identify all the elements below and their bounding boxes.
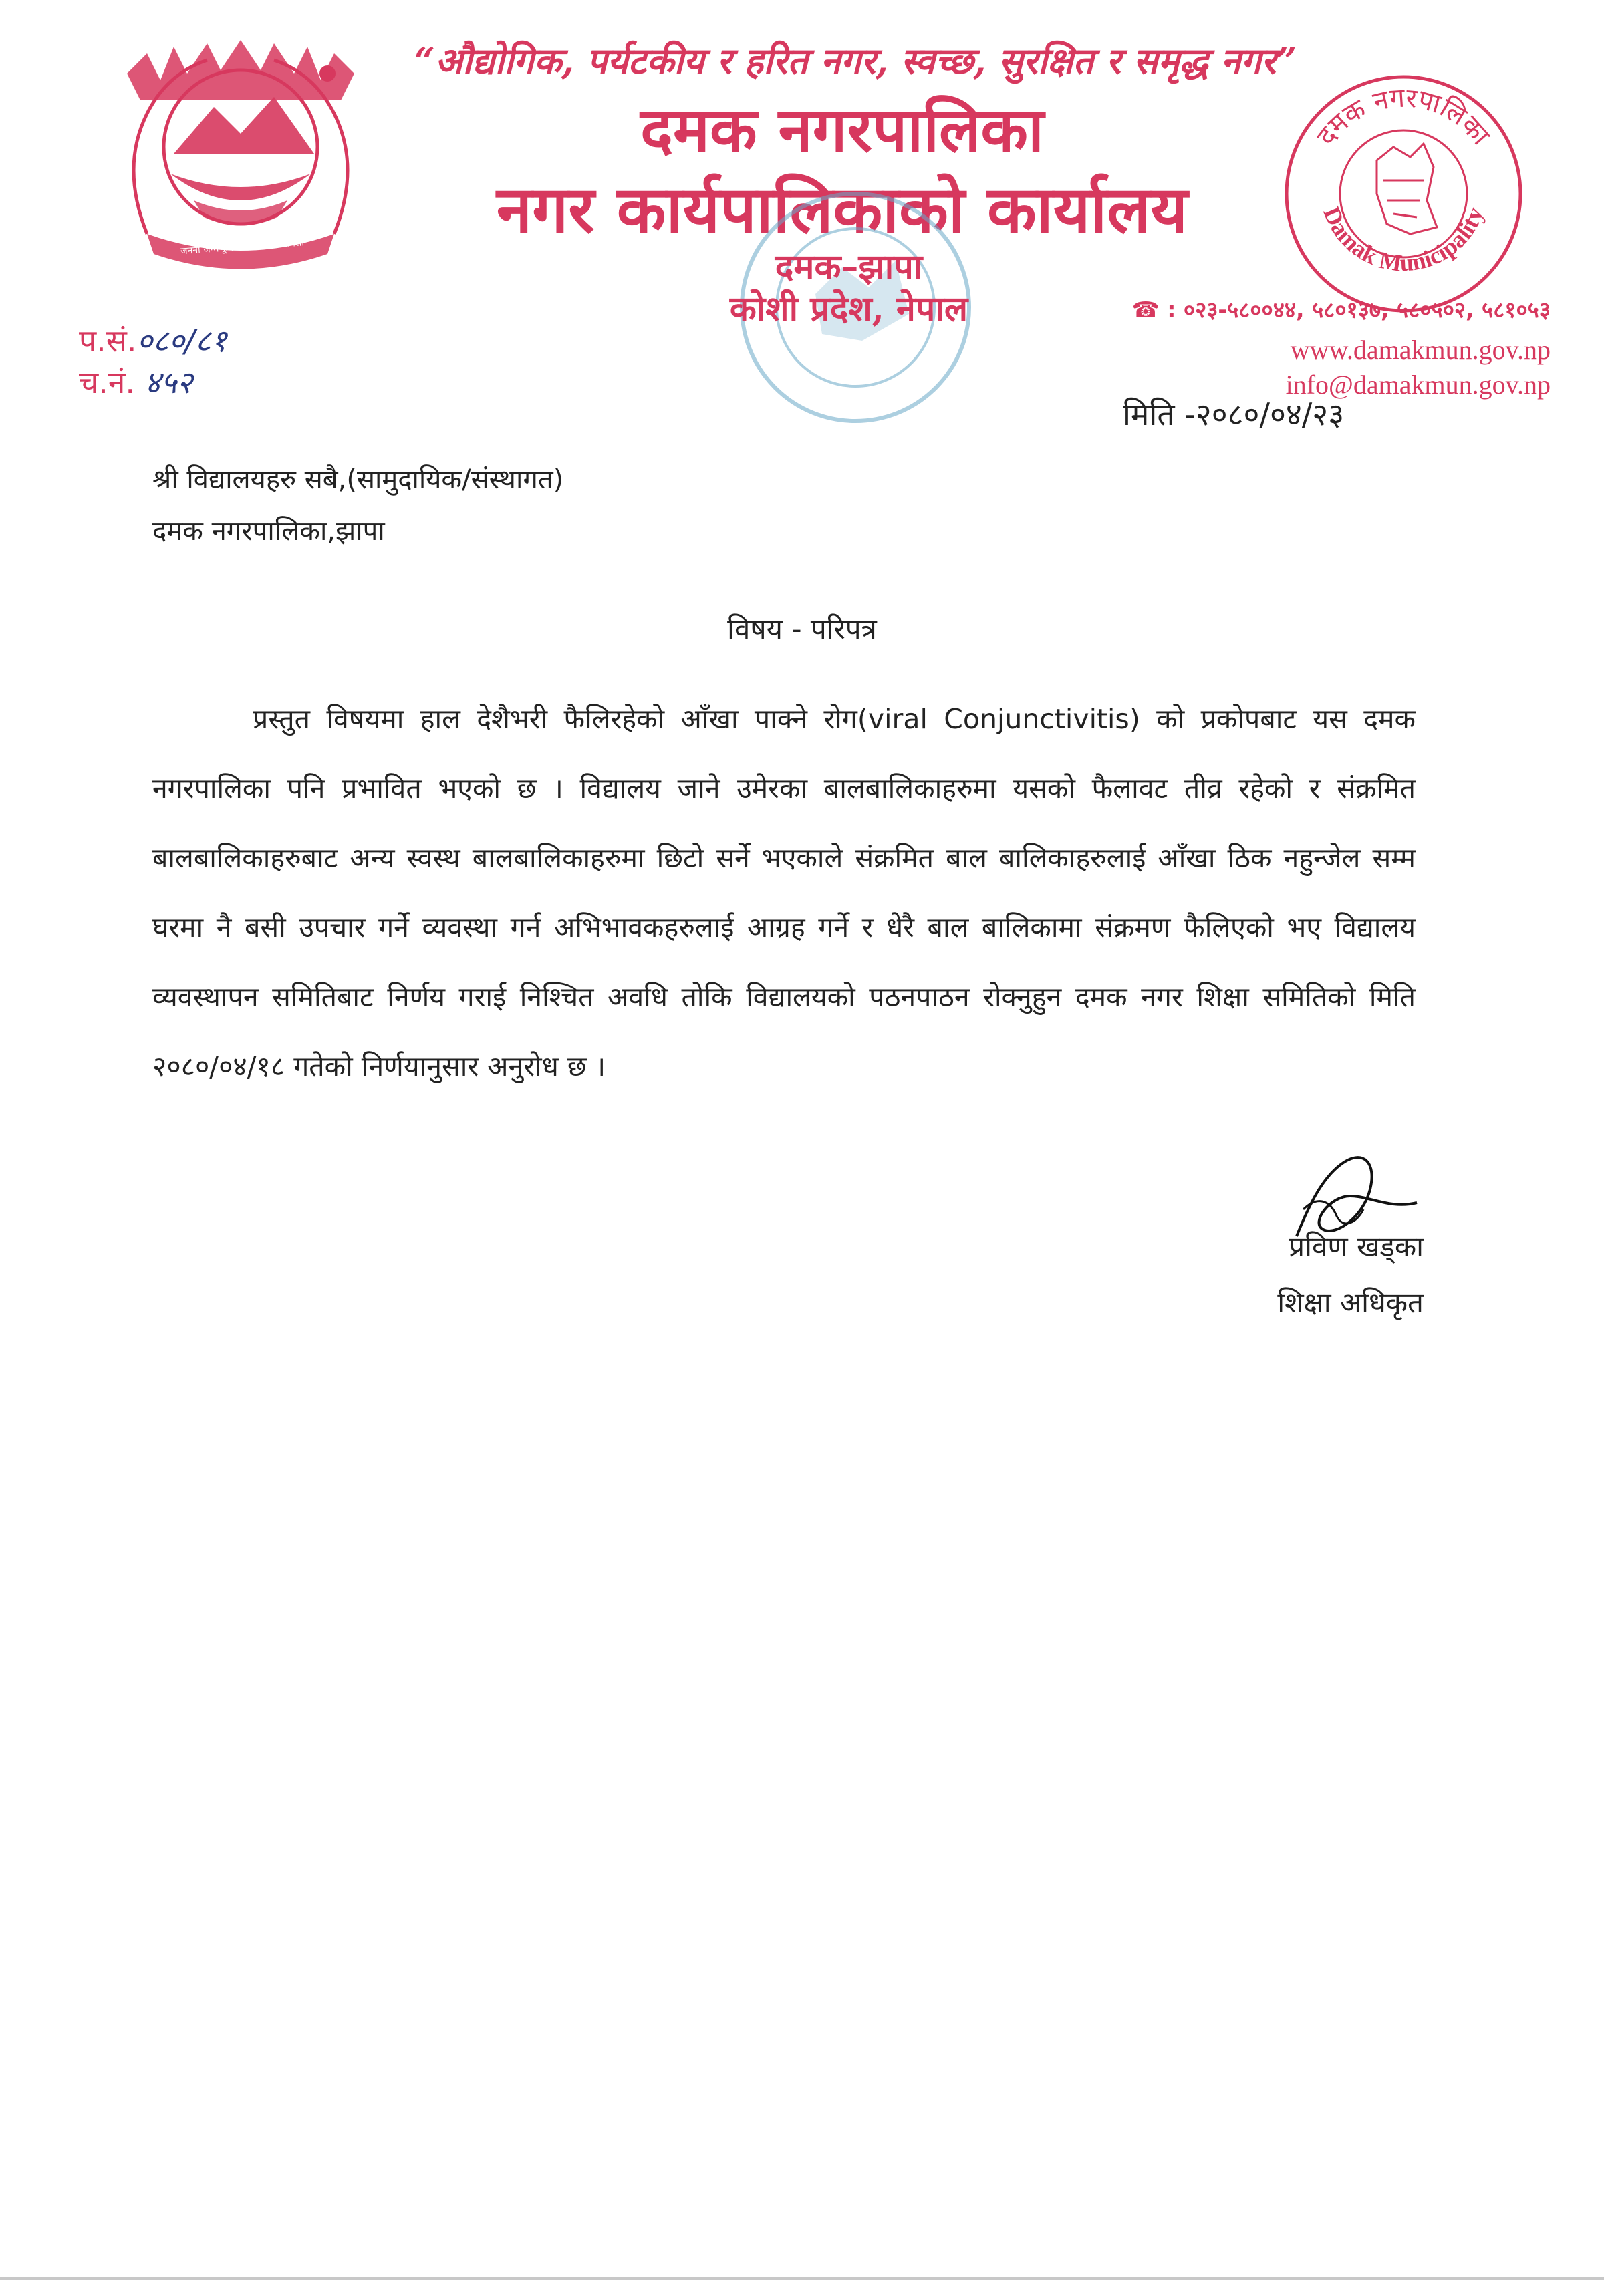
reference-label: प.सं. <box>79 323 137 359</box>
seal-text-np: दमक नगरपालिका <box>1311 82 1496 152</box>
municipality-seal <box>1277 67 1530 321</box>
phone-numbers: ☎ : ०२३-५८००४४, ५८०१३७, ५८०५०२, ५८१०५३ <box>1131 297 1551 323</box>
office-name: नगर कार्यपालिकाको कार्यालय <box>496 172 1188 247</box>
reference-value: ०८०/८१ <box>136 323 227 359</box>
dispatch-label: च.नं. <box>79 364 135 400</box>
addressee-line-2: दमक नगरपालिका,झापा <box>152 516 385 547</box>
address-province: कोशी प्रदेश, नेपाल <box>729 289 968 329</box>
body-paragraph: प्रस्तुत विषयमा हाल देशैभरी फैलिरहेको आँखा पाक्ने रोग(viral Conjunctivitis) को प्रकोपबाट यस दमक नगरपालिका पनि प्रभावित भएको छ । विद्यालय जाने उमेरका बालबालिकाहरुमा यसको फैलावट तीव्र रहेको र संक्रमित बालबालिकाहरुबाट अन्य स्वस्थ बालबालिकाहरुमा छिटो सर्ने भएकाले संक्रमित बाल बालिकाहरुलाई आँखा ठिक नहुन्जेल सम्म घरमा नै बसी उपचार गर्ने व्यवस्था गर्न अभिभावकहरुलाई आग्रह गर्ने र धेरै बाल बालिकामा संक्रमण फैलिएको भए विद्यालय व्यवस्थापन समितिबाट निर्णय गराई निश्चित अवधि तोकि विद्यालयको पठनपाठन रोक्नुहुन दमक नगर शिक्षा समितिको मिति २०८०/०४/१८ गतेको निर्णयानुसार अनुरोध छ । <box>152 703 1416 1083</box>
municipality-name: दमक नगरपालिका <box>640 94 1044 166</box>
page-bottom-edge <box>0 2277 1604 2280</box>
email-link[interactable]: info@damakmun.gov.np <box>1285 370 1551 400</box>
reference-number <box>79 319 227 361</box>
website-link[interactable]: www.damakmun.gov.np <box>1290 335 1551 365</box>
svg-text:दमक नगरपालिका <box>1311 83 1496 152</box>
signatory-name: प्रविण खड्का <box>1289 1230 1424 1263</box>
dispatch-value: ४५२ <box>144 364 193 400</box>
nepal-emblem-logo <box>107 33 374 287</box>
addressee-line-1: श्री विद्यालयहरु सबै,(सामुदायिक/संस्थागत) <box>152 464 564 495</box>
letter-date: मिति -२०८०/०४/२३ <box>1123 396 1345 432</box>
seal-text-en: Damak Municipality <box>1318 202 1489 277</box>
signatory-title: शिक्षा अधिकृत <box>1277 1286 1424 1319</box>
dispatch-number <box>79 361 192 402</box>
subject-line: विषय - परिपत्र <box>727 613 877 645</box>
tagline: “औद्योगिक, पर्यटकीय र हरित नगर, स्वच्छ, सुरक्षित र समृद्ध नगर” <box>414 39 1297 82</box>
svg-text:Damak Municipality <box>1318 203 1488 277</box>
address-city: दमक–झापा <box>775 247 923 287</box>
emblem-caption: जननी जन्मभूमिश्च स्वर्गादपि गरीयसी <box>180 237 305 257</box>
